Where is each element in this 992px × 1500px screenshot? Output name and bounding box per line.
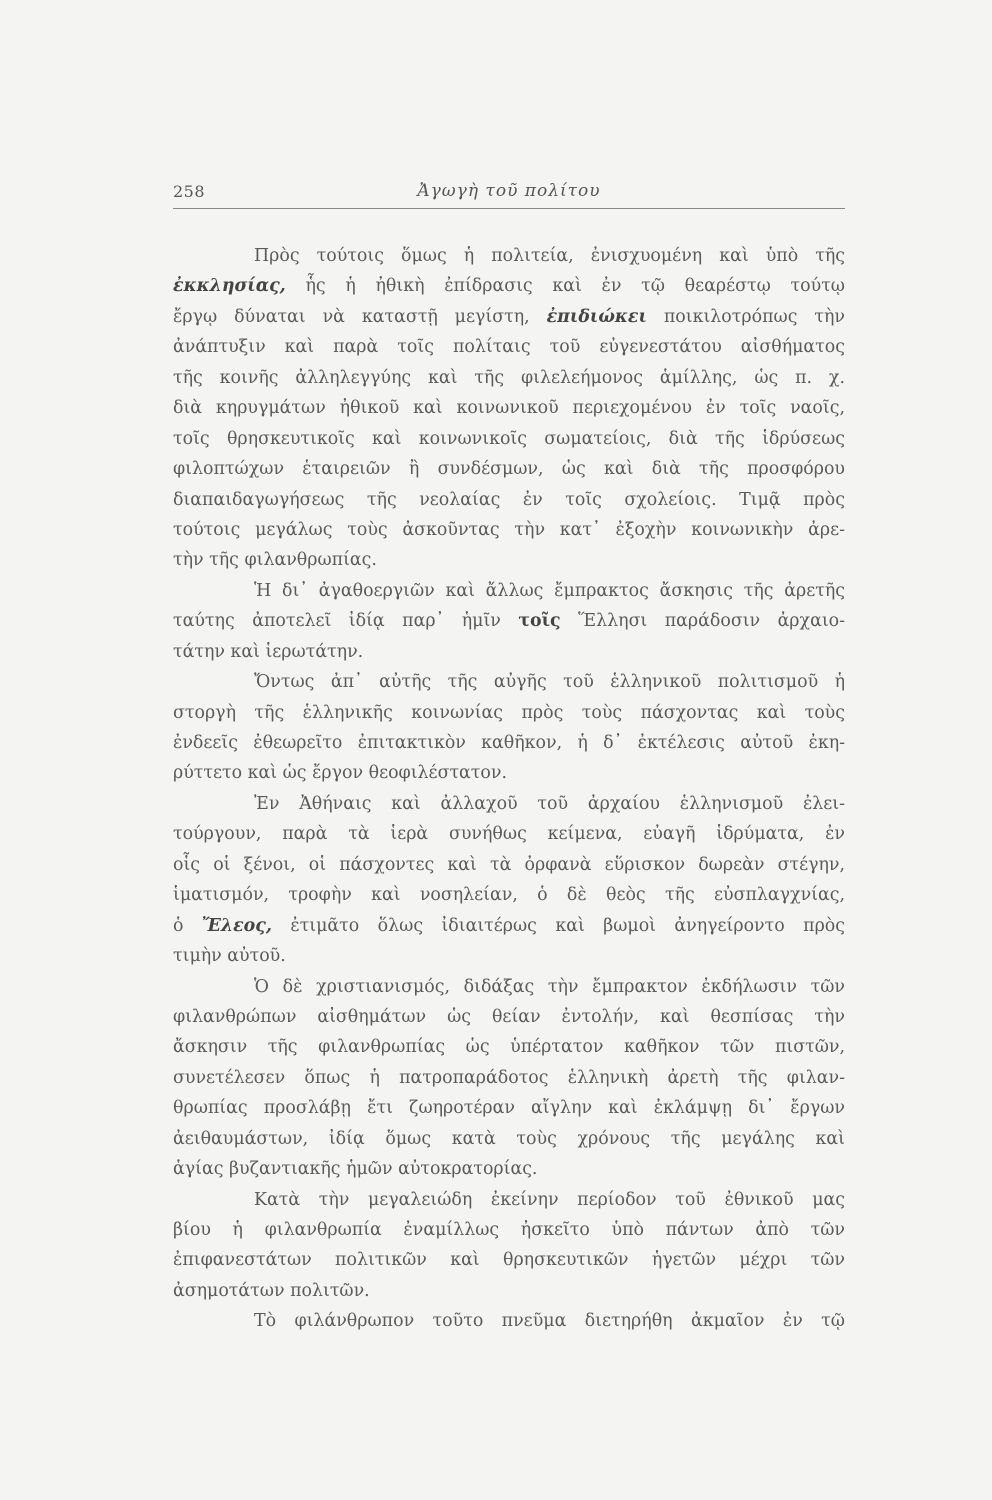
text-line: στοργὴ τῆς ἑλληνικῆς κοινωνίας πρὸς τοὺς πάσχοντας καὶ τοὺς (173, 702, 845, 723)
text-line: ἀσημοτάτων πολιτῶν. (173, 1280, 370, 1301)
text-line: συνετέλεσεν ὅπως ἡ πατροπαράδοτος ἑλληνικὴ ἀρετὴ τῆς φιλαν- (173, 1067, 845, 1088)
emphasized-word: ἐπιδιώκει (546, 306, 647, 327)
text-run: ἔργῳ δύναται νὰ καταστῇ μεγίστη, (173, 306, 547, 327)
text-line: βίου ἡ φιλανθρωπία ἐναμίλλως ἠσκεῖτο ὑπὸ πάντων ἀπὸ τῶν (173, 1220, 845, 1240)
text-line: οἷς οἱ ξένοι, οἱ πάσχοντες καὶ τὰ ὀρφανὰ εὕρισκον δωρεὰν στέγην, (173, 854, 845, 875)
text-line: τιμὴν αὐτοῦ. (173, 946, 286, 967)
running-title: Ἀγωγὴ τοῦ πολίτου (417, 181, 601, 201)
body-text (173, 241, 845, 1337)
text-line (173, 271, 845, 301)
text-run: ταύτης ἀποτελεῖ ἰδίᾳ παρ᾽ ἡμῖν (173, 611, 519, 632)
text-line: τοῖς θρησκευτικοῖς καὶ κοινωνικοῖς σωματείοις, διὰ τῆς ἱδρύσεως (173, 428, 845, 449)
page-number: 258 (173, 182, 206, 201)
text-line: διαπαιδαγωγήσεως τῆς νεολαίας ἐν τοῖς σχολείοις. Τιμᾷ πρὸς (173, 489, 845, 510)
text-line: ἀειθαυμάστων, ἰδίᾳ ὅμως κατὰ τοὺς χρόνους τῆς μεγάλης καὶ (173, 1128, 845, 1149)
text-line: ἐνδεεῖς ἐθεωρεῖτο ἐπιτακτικὸν καθῆκον, ἡ δ᾽ ἐκτέλεσις αὐτοῦ ἐκη- (173, 733, 845, 753)
text-line: Ἡ δι᾽ ἀγαθοεργιῶν καὶ ἄλλως ἔμπρακτος ἄσκησις τῆς ἀρετῆς (254, 580, 845, 601)
text-line: Ἐν Ἀθήναις καὶ ἀλλαχοῦ τοῦ ἀρχαίου ἑλληνισμοῦ ἐλει- (254, 793, 845, 814)
text-line: ἱματισμόν, τροφὴν καὶ νοσηλείαν, ὁ δὲ θεὸς τῆς εὐσπλαγχνίας, (173, 885, 845, 906)
text-line: φιλοπτώχων ἑταιρειῶν ἢ συνδέσμων, ὡς καὶ διὰ τῆς προσφόρου (173, 459, 845, 480)
text-run: ὁ (173, 915, 202, 936)
text-line: φιλανθρώπων αἰσθημάτων ὡς θείαν ἐντολήν, καὶ θεσπίσας τὴν (173, 1006, 845, 1027)
text-run: ἧς ἡ ἠθικὴ ἐπίδρασις καὶ ἐν τῷ θεαρέστῳ τούτῳ (285, 276, 845, 297)
text-line: Τὸ φιλάνθρωπον τοῦτο πνεῦμα διετηρήθη ἀκμαῖον ἐν τῷ (254, 1311, 845, 1332)
book-page (173, 178, 845, 1337)
text-line (173, 911, 845, 941)
text-line: Κατὰ τὴν μεγαλειώδη ἐκείνην περίοδον τοῦ ἐθνικοῦ μας (254, 1189, 845, 1210)
text-line (173, 606, 845, 636)
text-run: ποικιλοτρόπως τὴν (646, 306, 846, 327)
text-line: τούργουν, παρὰ τὰ ἱερὰ συνήθως κείμενα, εὐαγῆ ἱδρύματα, ἐν (173, 824, 845, 845)
text-run: ἐτιμᾶτο ὅλως ἰδιαιτέρως καὶ βωμοὶ ἀνηγείροντο πρὸς (271, 915, 845, 936)
text-line: τὴν τῆς φιλανθρωπίας. (173, 550, 377, 571)
text-line: ρύττετο καὶ ὡς ἔργον θεοφιλέστατον. (173, 763, 507, 784)
text-line: τῆς κοινῆς ἀλληλεγγύης καὶ τῆς φιλελεήμονος ἁμίλλης, ὡς π. χ. (173, 367, 845, 388)
text-line: θρωπίας προσλάβῃ ἔτι ζωηροτέραν αἴγλην καὶ ἐκλάμψῃ δι᾽ ἔργων (173, 1098, 845, 1119)
emphasized-word: ἐκκλησίας, (173, 276, 286, 297)
text-line: τάτην καὶ ἱερωτάτην. (173, 641, 364, 662)
emphasized-word: Ἔλεος, (201, 915, 272, 936)
text-line: ἀνάπτυξιν καὶ παρὰ τοῖς πολίταις τοῦ εὐγενεστάτου αἰσθήματος (173, 337, 845, 358)
text-line: Πρὸς τούτοις ὅμως ἡ πολιτεία, ἐνισχυομένη καὶ ὑπὸ τῆς (254, 246, 845, 266)
text-line: ἐπιφανεστάτων πολιτικῶν καὶ θρησκευτικῶν ἡγετῶν μέχρι τῶν (173, 1250, 845, 1271)
running-header (173, 178, 845, 209)
text-line: Ὄντως ἀπ᾽ αὐτῆς τῆς αὐγῆς τοῦ ἑλληνικοῦ πολιτισμοῦ ἡ (254, 672, 845, 693)
text-line: ἁγίας βυζαντιακῆς ἡμῶν αὐτοκρατορίας. (173, 1159, 538, 1180)
text-line (173, 302, 845, 332)
text-run: Ἕλλησι παράδοσιν ἀρχαιο- (560, 611, 845, 632)
bold-word: τοῖς (518, 611, 561, 632)
text-line: ἄσκησιν τῆς φιλανθρωπίας ὡς ὑπέρτατον καθῆκον τῶν πιστῶν, (173, 1037, 845, 1058)
text-line: διὰ κηρυγμάτων ἠθικοῦ καὶ κοινωνικοῦ περιεχομένου ἐν τοῖς ναοῖς, (173, 398, 845, 419)
text-line: τούτοις μεγάλως τοὺς ἀσκοῦντας τὴν κατ᾽ ἐξοχὴν κοινωνικὴν ἀρε- (173, 519, 845, 540)
text-line: Ὁ δὲ χριστιανισμός, διδάξας τὴν ἔμπρακτον ἐκδήλωσιν τῶν (254, 976, 845, 997)
